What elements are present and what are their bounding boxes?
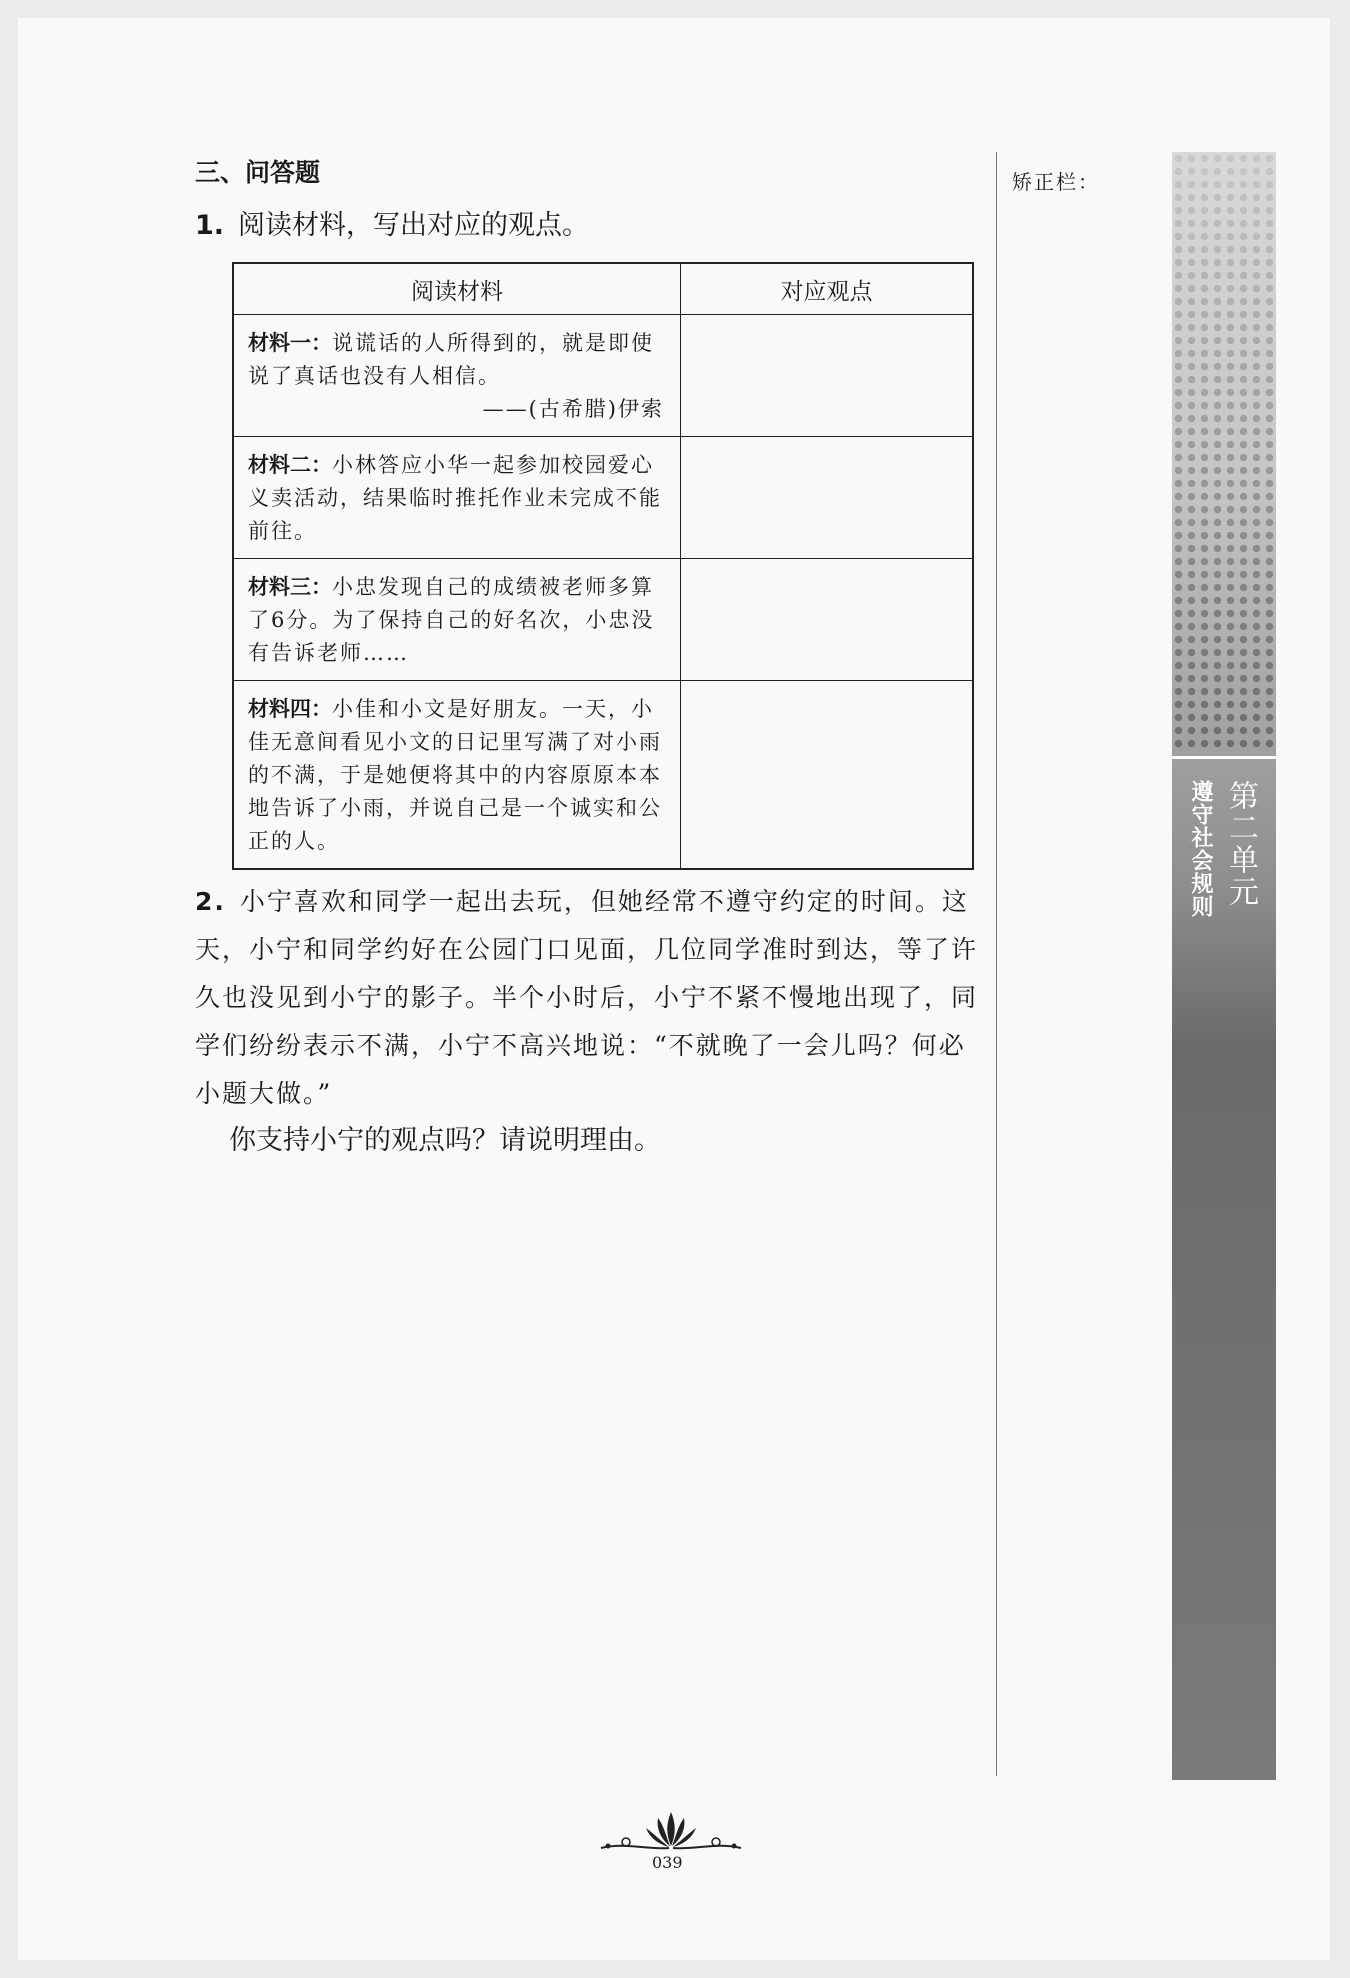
- material-text: 说谎话的人所得到的，就是即使说了真话也没有人相信。: [248, 331, 654, 388]
- viewpoint-answer-cell[interactable]: [681, 315, 974, 437]
- table-row: [233, 559, 973, 681]
- material-cell-1: [233, 315, 681, 437]
- material-text: 小佳和小文是好朋友。一天，小佳无意间看见小文的日记里写满了对小雨的不满，于是她便将其中的内容原原本本地告诉了小雨，并说自己是一个诚实和公正的人。: [248, 697, 662, 853]
- unit-number: 第二单元: [1223, 780, 1258, 908]
- material-label: 材料二：: [248, 453, 332, 477]
- page-number: 039: [652, 1853, 683, 1872]
- floral-ornament-icon: [596, 1806, 746, 1856]
- materials-table: [232, 262, 974, 870]
- material-cell-4: [233, 681, 681, 870]
- question-2: [195, 878, 985, 1118]
- material-label: 材料四：: [248, 697, 332, 721]
- material-label: 材料一：: [248, 331, 332, 355]
- table-header-row: [233, 263, 973, 315]
- section-title: 三、问答题: [195, 158, 321, 187]
- viewpoint-answer-cell[interactable]: [681, 559, 974, 681]
- correction-label: 矫正栏：: [1012, 170, 1100, 194]
- material-source: ——(古希腊)伊索: [482, 397, 664, 421]
- correction-column: [996, 152, 1157, 1776]
- material-cell-3: [233, 559, 681, 681]
- band-divider: [1172, 756, 1276, 759]
- material-text: 小忠发现自己的成绩被老师多算了6分。为了保持自己的好名次，小忠没有告诉老师……: [248, 575, 655, 665]
- header-viewpoint: 对应观点: [681, 263, 974, 315]
- viewpoint-answer-cell[interactable]: [681, 437, 974, 559]
- material-text: 小林答应小华一起参加校园爱心义卖活动，结果临时推托作业未完成不能前往。: [248, 453, 662, 543]
- viewpoint-answer-cell[interactable]: [681, 681, 974, 870]
- question-1-number: 1.: [195, 210, 225, 241]
- header-material: 阅读材料: [233, 263, 681, 315]
- table-row: [233, 681, 973, 870]
- unit-name: 遵守社会规则: [1188, 780, 1213, 918]
- question-1-prompt: 阅读材料，写出对应的观点。: [238, 210, 590, 241]
- table-row: [233, 315, 973, 437]
- material-cell-2: [233, 437, 681, 559]
- unit-side-band: [1172, 152, 1276, 1780]
- question-2-number: 2.: [195, 887, 226, 916]
- material-label: 材料三：: [248, 575, 332, 599]
- question-2-text: 小宁喜欢和同学一起出去玩，但她经常不遵守约定的时间。这天，小宁和同学约好在公园门口见面，几位同学准时到达，等了许久也没见到小宁的影子。半个小时后，小宁不紧不慢地出现了，同学们纷纷表示不满，小宁不高兴地说：“不就晚了一会儿吗？何必小题大做。”: [195, 887, 979, 1108]
- question-1: [195, 203, 589, 242]
- table-row: [233, 437, 973, 559]
- question-2-ask: 你支持小宁的观点吗？请说明理由。: [229, 1125, 661, 1156]
- halftone-decoration: [1172, 152, 1276, 752]
